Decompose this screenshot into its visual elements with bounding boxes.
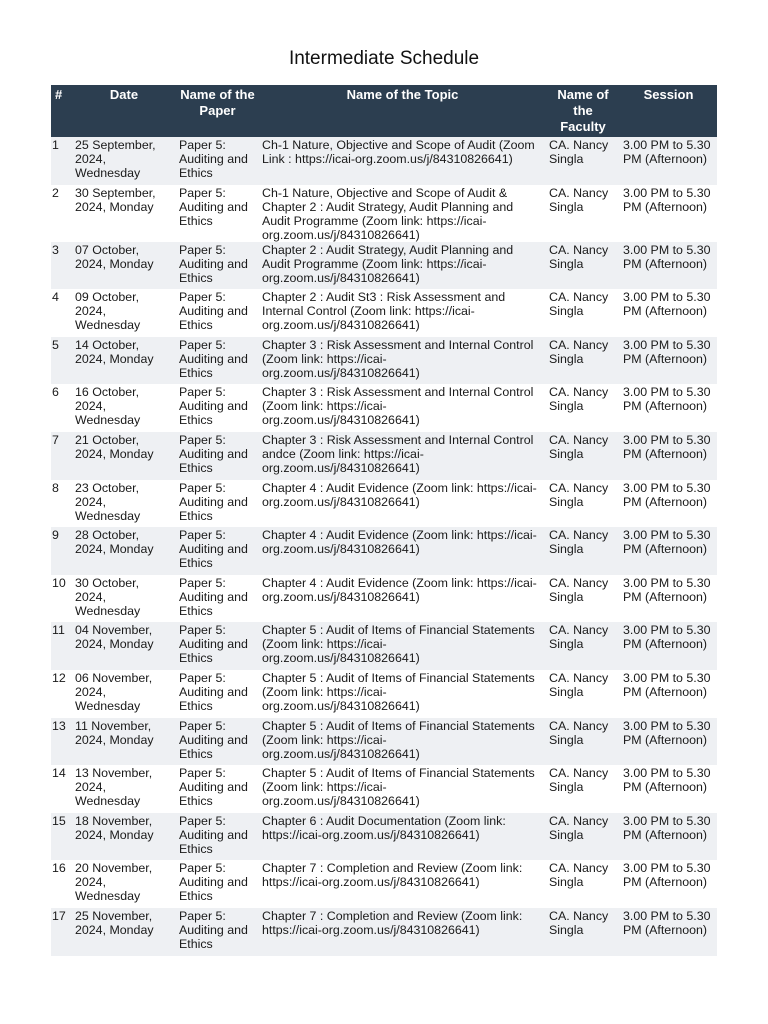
header-topic: Name of the Topic [259,85,546,137]
row-date: 25 November, 2024, Monday [72,908,176,956]
table-row [51,622,717,670]
row-paper: Paper 5: Auditing and Ethics [176,137,259,185]
row-number: 16 [51,860,72,908]
table-row [51,337,717,385]
row-number: 13 [51,718,72,766]
row-faculty: CA. Nancy Singla [546,813,620,861]
row-date: 04 November, 2024, Monday [72,622,176,670]
row-topic: Chapter 2 : Audit Strategy, Audit Planning and Audit Programme (Zoom link: https://icai-org.zoom.us/j/84310826641) [259,242,546,290]
header-date: Date [72,85,176,137]
row-date: 14 October, 2024, Monday [72,337,176,385]
row-topic: Chapter 6 : Audit Documentation (Zoom link: https://icai-org.zoom.us/j/84310826641) [259,813,546,861]
row-session: 3.00 PM to 5.30 PM (Afternoon) [620,384,717,432]
schedule-table [51,85,717,956]
row-paper: Paper 5: Auditing and Ethics [176,185,259,242]
table-row [51,670,717,718]
row-faculty: CA. Nancy Singla [546,622,620,670]
row-faculty: CA. Nancy Singla [546,480,620,528]
row-paper: Paper 5: Auditing and Ethics [176,527,259,575]
row-faculty: CA. Nancy Singla [546,137,620,185]
row-number: 9 [51,527,72,575]
row-faculty: CA. Nancy Singla [546,765,620,813]
row-number: 8 [51,480,72,528]
row-topic: Chapter 3 : Risk Assessment and Internal Control (Zoom link: https://icai-org.zoom.us/j/84310826641) [259,384,546,432]
row-session: 3.00 PM to 5.30 PM (Afternoon) [620,432,717,480]
row-number: 14 [51,765,72,813]
row-session: 3.00 PM to 5.30 PM (Afternoon) [620,242,717,290]
row-paper: Paper 5: Auditing and Ethics [176,337,259,385]
row-faculty: CA. Nancy Singla [546,527,620,575]
header-number: # [51,85,72,137]
row-session: 3.00 PM to 5.30 PM (Afternoon) [620,289,717,337]
row-number: 7 [51,432,72,480]
row-date: 11 November, 2024, Monday [72,718,176,766]
row-paper: Paper 5: Auditing and Ethics [176,575,259,623]
table-body [51,137,717,956]
row-date: 28 October, 2024, Monday [72,527,176,575]
row-date: 09 October, 2024, Wednesday [72,289,176,337]
row-date: 20 November, 2024, Wednesday [72,860,176,908]
row-topic: Chapter 2 : Audit St3 : Risk Assessment and Internal Control (Zoom link: https://icai-org.zoom.us/j/84310826641) [259,289,546,337]
row-topic: Chapter 5 : Audit of Items of Financial Statements (Zoom link: https://icai-org.zoom.us/j/84310826641) [259,765,546,813]
row-topic: Ch-1 Nature, Objective and Scope of Audit & Chapter 2 : Audit Strategy, Audit Planning and Audit Programme (Zoom link: https://icai-org.zoom.us/j/84310826641) [259,185,546,242]
row-faculty: CA. Nancy Singla [546,670,620,718]
row-paper: Paper 5: Auditing and Ethics [176,670,259,718]
row-topic: Chapter 5 : Audit of Items of Financial Statements (Zoom link: https://icai-org.zoom.us/j/84310826641) [259,718,546,766]
row-number: 6 [51,384,72,432]
row-faculty: CA. Nancy Singla [546,575,620,623]
row-session: 3.00 PM to 5.30 PM (Afternoon) [620,527,717,575]
row-faculty: CA. Nancy Singla [546,432,620,480]
table-row [51,718,717,766]
row-topic: Chapter 3 : Risk Assessment and Internal Control andce (Zoom link: https://icai-org.zoom.us/j/84310826641) [259,432,546,480]
row-paper: Paper 5: Auditing and Ethics [176,242,259,290]
row-number: 4 [51,289,72,337]
row-faculty: CA. Nancy Singla [546,242,620,290]
row-date: 18 November, 2024, Monday [72,813,176,861]
row-paper: Paper 5: Auditing and Ethics [176,622,259,670]
row-paper: Paper 5: Auditing and Ethics [176,384,259,432]
row-session: 3.00 PM to 5.30 PM (Afternoon) [620,813,717,861]
row-number: 15 [51,813,72,861]
row-faculty: CA. Nancy Singla [546,860,620,908]
row-date: 21 October, 2024, Monday [72,432,176,480]
row-topic: Chapter 5 : Audit of Items of Financial Statements (Zoom link: https://icai-org.zoom.us/j/84310826641) [259,622,546,670]
table-header [51,85,717,137]
row-topic: Chapter 4 : Audit Evidence (Zoom link: https://icai-org.zoom.us/j/84310826641) [259,527,546,575]
row-date: 30 October, 2024, Wednesday [72,575,176,623]
row-faculty: CA. Nancy Singla [546,337,620,385]
row-session: 3.00 PM to 5.30 PM (Afternoon) [620,670,717,718]
row-paper: Paper 5: Auditing and Ethics [176,480,259,528]
table-row [51,242,717,290]
table-row [51,480,717,528]
table-row [51,432,717,480]
row-number: 10 [51,575,72,623]
table-row [51,908,717,956]
row-date: 13 November, 2024, Wednesday [72,765,176,813]
row-topic: Chapter 3 : Risk Assessment and Internal Control (Zoom link: https://icai-org.zoom.us/j/84310826641) [259,337,546,385]
table-row [51,765,717,813]
row-topic: Chapter 7 : Completion and Review (Zoom link: https://icai-org.zoom.us/j/84310826641) [259,860,546,908]
row-number: 17 [51,908,72,956]
row-session: 3.00 PM to 5.30 PM (Afternoon) [620,185,717,242]
row-date: 07 October, 2024, Monday [72,242,176,290]
row-faculty: CA. Nancy Singla [546,185,620,242]
header-session: Session [620,85,717,137]
row-number: 1 [51,137,72,185]
row-number: 5 [51,337,72,385]
table-row [51,137,717,185]
row-faculty: CA. Nancy Singla [546,718,620,766]
row-topic: Chapter 4 : Audit Evidence (Zoom link: https://icai-org.zoom.us/j/84310826641) [259,575,546,623]
row-date: 30 September, 2024, Monday [72,185,176,242]
row-date: 16 October, 2024, Wednesday [72,384,176,432]
table-row [51,185,717,242]
row-topic: Chapter 7 : Completion and Review (Zoom link: https://icai-org.zoom.us/j/84310826641) [259,908,546,956]
row-session: 3.00 PM to 5.30 PM (Afternoon) [620,860,717,908]
row-topic: Chapter 5 : Audit of Items of Financial Statements (Zoom link: https://icai-org.zoom.us/j/84310826641) [259,670,546,718]
row-session: 3.00 PM to 5.30 PM (Afternoon) [620,337,717,385]
header-faculty: Name of the Faculty [546,85,620,137]
row-session: 3.00 PM to 5.30 PM (Afternoon) [620,137,717,185]
row-session: 3.00 PM to 5.30 PM (Afternoon) [620,765,717,813]
row-faculty: CA. Nancy Singla [546,289,620,337]
table-row [51,384,717,432]
row-faculty: CA. Nancy Singla [546,384,620,432]
row-topic: Ch-1 Nature, Objective and Scope of Audit (Zoom Link : https://icai-org.zoom.us/j/84310826641) [259,137,546,185]
row-faculty: CA. Nancy Singla [546,908,620,956]
row-paper: Paper 5: Auditing and Ethics [176,908,259,956]
row-topic: Chapter 4 : Audit Evidence (Zoom link: https://icai-org.zoom.us/j/84310826641) [259,480,546,528]
row-number: 3 [51,242,72,290]
row-date: 06 November, 2024, Wednesday [72,670,176,718]
row-number: 12 [51,670,72,718]
row-paper: Paper 5: Auditing and Ethics [176,765,259,813]
table-row [51,813,717,861]
row-paper: Paper 5: Auditing and Ethics [176,432,259,480]
header-row [51,85,717,137]
row-date: 25 September, 2024, Wednesday [72,137,176,185]
row-session: 3.00 PM to 5.30 PM (Afternoon) [620,575,717,623]
row-session: 3.00 PM to 5.30 PM (Afternoon) [620,718,717,766]
table-row [51,527,717,575]
row-session: 3.00 PM to 5.30 PM (Afternoon) [620,908,717,956]
header-paper: Name of the Paper [176,85,259,137]
row-paper: Paper 5: Auditing and Ethics [176,860,259,908]
row-paper: Paper 5: Auditing and Ethics [176,813,259,861]
row-number: 2 [51,185,72,242]
row-paper: Paper 5: Auditing and Ethics [176,718,259,766]
table-row [51,289,717,337]
row-session: 3.00 PM to 5.30 PM (Afternoon) [620,622,717,670]
row-number: 11 [51,622,72,670]
row-session: 3.00 PM to 5.30 PM (Afternoon) [620,480,717,528]
table-row [51,860,717,908]
row-paper: Paper 5: Auditing and Ethics [176,289,259,337]
row-date: 23 October, 2024, Wednesday [72,480,176,528]
table-row [51,575,717,623]
page-title: Intermediate Schedule [288,48,480,69]
